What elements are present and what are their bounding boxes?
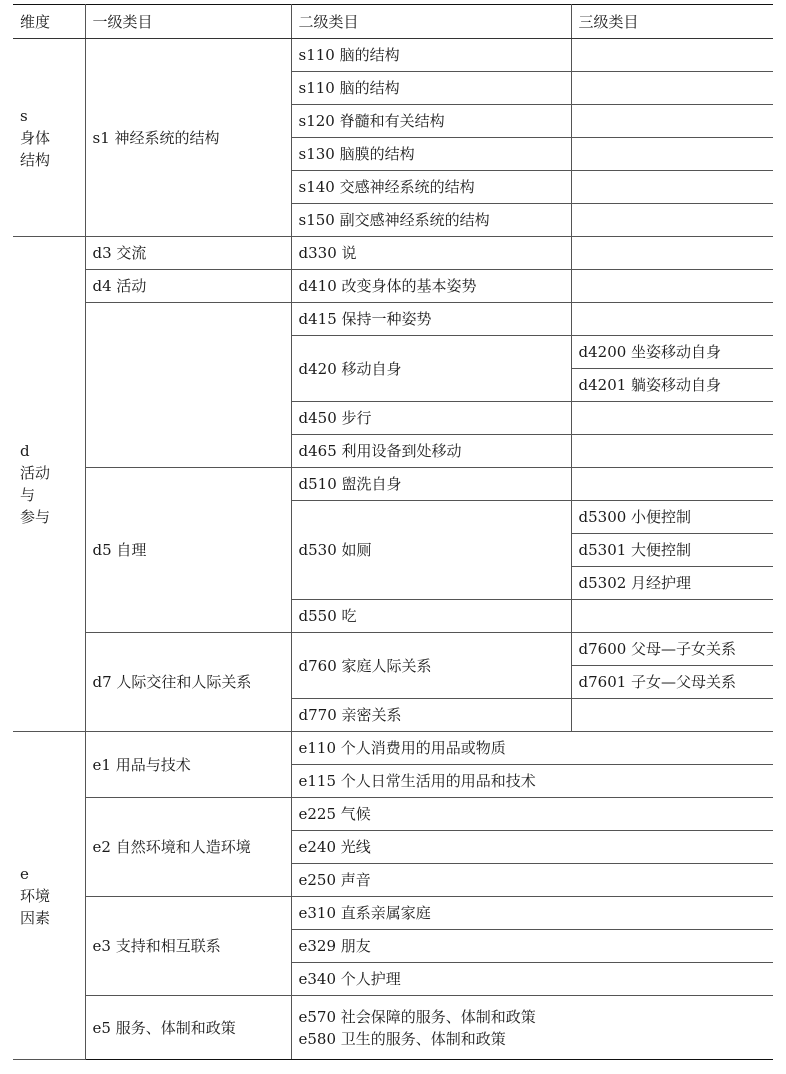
level2-cell: e329 朋友	[291, 930, 773, 963]
dimension-cell	[13, 237, 85, 732]
header-level3: 三级类目	[571, 5, 773, 39]
level2-cell: e115 个人日常生活用的用品和技术	[291, 765, 773, 798]
level1-cell: e2 自然环境和人造环境	[85, 798, 291, 897]
level3-cell: d5302 月经护理	[571, 567, 773, 600]
level2-cell: s120 脊髓和有关结构	[291, 105, 571, 138]
level2-cell: d410 改变身体的基本姿势	[291, 270, 571, 303]
dimension-code: d	[20, 442, 30, 460]
dimension-cell	[13, 732, 85, 1060]
level3-cell-empty	[571, 237, 773, 270]
level3-cell: d5300 小便控制	[571, 501, 773, 534]
level3-cell-empty	[571, 171, 773, 204]
level2-cell: d510 盥洗自身	[291, 468, 571, 501]
level2-cell: d465 利用设备到处移动	[291, 435, 571, 468]
section-activities	[13, 237, 773, 732]
level2-cell: e250 声音	[291, 864, 773, 897]
dimension-label: 身体	[20, 128, 51, 147]
level3-cell-empty	[571, 204, 773, 237]
level2-cell-multi	[291, 996, 773, 1060]
level2-cell: s110 脑的结构	[291, 72, 571, 105]
level1-cell: d7 人际交往和人际关系	[85, 633, 291, 732]
level1-cell: e5 服务、体制和政策	[85, 996, 291, 1060]
level2-cell: e110 个人消费用的用品或物质	[291, 732, 773, 765]
level2-cell: s150 副交感神经系统的结构	[291, 204, 571, 237]
dimension-code: e	[20, 864, 29, 883]
level3-cell: d4201 躺姿移动自身	[571, 369, 773, 402]
dimension-cell	[13, 39, 85, 237]
level2-cell: s130 脑膜的结构	[291, 138, 571, 171]
table-row	[13, 633, 773, 666]
level3-cell-empty	[571, 138, 773, 171]
table-row	[13, 468, 773, 501]
dimension-label: 结构	[20, 150, 51, 169]
level2-cell: d420 移动自身	[291, 336, 571, 402]
table-row	[13, 39, 773, 72]
table-row	[13, 798, 773, 831]
header-level1: 一级类目	[85, 5, 291, 39]
table-row	[13, 732, 773, 765]
level1-cell: d4 活动	[85, 270, 291, 303]
dimension-label: 与	[20, 486, 36, 504]
level2-cell: s110 脑的结构	[291, 39, 571, 72]
level2-cell: d760 家庭人际关系	[291, 633, 571, 699]
icf-category-table	[13, 4, 773, 1060]
level3-cell-empty	[571, 39, 773, 72]
level3-cell-empty	[571, 270, 773, 303]
dimension-label: 参与	[20, 508, 51, 526]
table-row	[13, 237, 773, 270]
table-row	[13, 897, 773, 930]
level3-cell: d4200 坐姿移动自身	[571, 336, 773, 369]
level2-cell: s140 交感神经系统的结构	[291, 171, 571, 204]
level3-cell: d5301 大便控制	[571, 534, 773, 567]
level3-cell-empty	[571, 435, 773, 468]
level3-cell-empty	[571, 468, 773, 501]
level2-cell: d330 说	[291, 237, 571, 270]
section-body-structures	[13, 39, 773, 237]
header-row	[13, 5, 773, 39]
level1-cell: d5 自理	[85, 468, 291, 633]
level2-cell: e310 直系亲属家庭	[291, 897, 773, 930]
level3-cell-empty	[571, 303, 773, 336]
level3-cell-empty	[571, 600, 773, 633]
level2-cell: d450 步行	[291, 402, 571, 435]
dimension-label: 活动	[20, 464, 51, 482]
level3-cell: d7601 子女—父母关系	[571, 666, 773, 699]
dimension-label: 因素	[20, 908, 51, 927]
level2-cell: d550 吃	[291, 600, 571, 633]
level1-cell: e3 支持和相互联系	[85, 897, 291, 996]
header-dimension: 维度	[13, 5, 85, 39]
level2-cell: d530 如厕	[291, 501, 571, 600]
level1-cell-empty	[85, 303, 291, 468]
level1-cell: e1 用品与技术	[85, 732, 291, 798]
level2-cell: d415 保持一种姿势	[291, 303, 571, 336]
level3-cell-empty	[571, 402, 773, 435]
level2-cell: e340 个人护理	[291, 963, 773, 996]
level1-cell: d3 交流	[85, 237, 291, 270]
header-level2: 二级类目	[291, 5, 571, 39]
dimension-label: 环境	[20, 886, 51, 905]
level3-cell-empty	[571, 699, 773, 732]
level3-cell-empty	[571, 72, 773, 105]
table-row	[13, 270, 773, 303]
level2-item: e570 社会保障的服务、体制和政策	[298, 1007, 536, 1026]
section-environment	[13, 732, 773, 1060]
level1-cell: s1 神经系统的结构	[85, 39, 291, 237]
dimension-code: s	[20, 106, 28, 125]
table-row	[13, 303, 773, 336]
level3-cell-empty	[571, 105, 773, 138]
level2-cell: e225 气候	[291, 798, 773, 831]
table-row	[13, 996, 773, 1060]
level2-item: e580 卫生的服务、体制和政策	[298, 1029, 506, 1048]
level2-cell: e240 光线	[291, 831, 773, 864]
level3-cell: d7600 父母—子女关系	[571, 633, 773, 666]
level2-cell: d770 亲密关系	[291, 699, 571, 732]
